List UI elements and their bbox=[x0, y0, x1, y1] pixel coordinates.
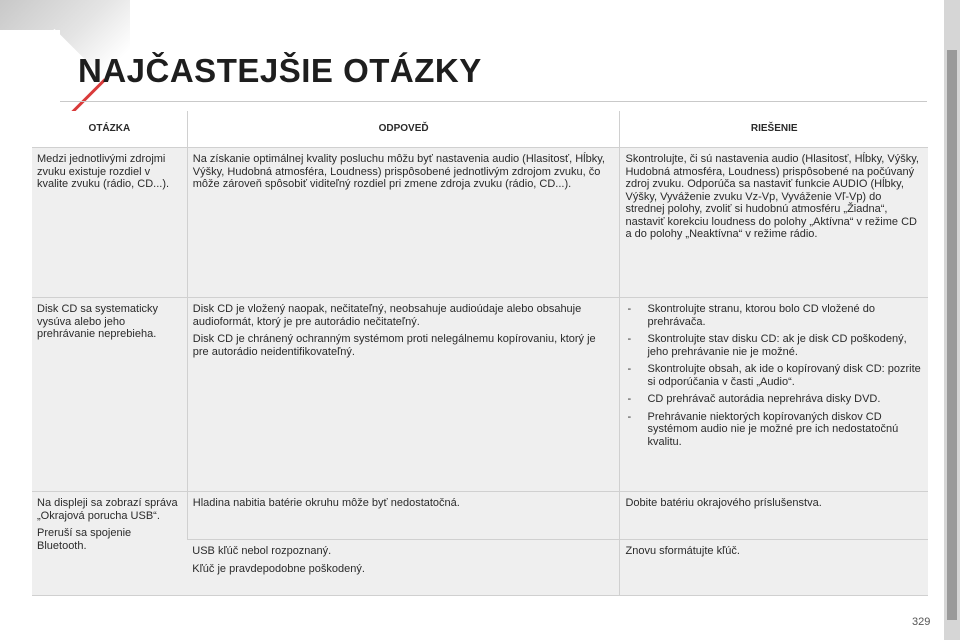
question-cell bbox=[32, 298, 187, 492]
cell-text: Disk CD je chránený ochranným systémom proti nelegálnemu kopírovaniu, ktorý je pre autorádio neidentifikovateľný. bbox=[192, 333, 596, 358]
table-row bbox=[32, 298, 928, 492]
cell-text: Dobite batériu okrajového príslušenstva. bbox=[625, 497, 822, 509]
solution-steps-list bbox=[625, 303, 922, 448]
solution-cell bbox=[620, 298, 928, 492]
answer-cell bbox=[187, 298, 620, 492]
cell-text: Hladina nabitia batérie okruhu môže byť nedostatočná. bbox=[192, 497, 460, 509]
cell-text: Disk CD sa systematicky vysúva alebo jeho prehrávanie neprebieha. bbox=[37, 303, 159, 340]
faq-table bbox=[32, 111, 928, 596]
table-header-row bbox=[32, 111, 928, 148]
page-title: NAJČASTEJŠIE OTÁZKY bbox=[78, 52, 482, 89]
page-number: 329 bbox=[912, 616, 931, 628]
cell-text: Preruší sa spojenie Bluetooth. bbox=[37, 527, 132, 552]
cell-text: Znovu sformátujte kľúč. bbox=[625, 545, 740, 557]
table-row bbox=[32, 492, 928, 540]
solution-cell bbox=[620, 540, 928, 596]
solution-cell bbox=[620, 492, 928, 540]
header-answer: ODPOVEĎ bbox=[187, 111, 620, 148]
answer-cell bbox=[187, 540, 620, 596]
list-item: - CD prehrávač autorádia neprehráva disky DVD. bbox=[625, 393, 922, 406]
solution-cell bbox=[620, 148, 928, 298]
header-solution: RIEŠENIE bbox=[620, 111, 928, 148]
cell-text: Na získanie optimálnej kvality posluchu môžu byť nastavenia audio (Hlasitosť, Hĺbky, Výšky, Hudobná atmosféra, Loudness) prispôsobené jednotlivým zdrojom zvuku, čo môže zároveň spôsobiť viditeľný rozdiel pri zmene zdroja zvuku (rádio, CD...). bbox=[192, 153, 605, 190]
header-question: OTÁZKA bbox=[32, 111, 187, 148]
table-row bbox=[32, 148, 928, 298]
cell-text: USB kľúč nebol rozpoznaný. bbox=[192, 545, 332, 557]
cell-text: Na displeji sa zobrazí správa „Okrajová porucha USB“. bbox=[37, 497, 178, 522]
answer-cell bbox=[187, 148, 620, 298]
cell-text: Skontrolujte, či sú nastavenia audio (Hlasitosť, Hĺbky, Výšky, Hudobná atmosféra, Loudness) prispôsobené na počúvaný zdroj zvuku. Odporúča sa nastaviť funkcie AUDIO (Hĺbky, Výšky, Vyváženie zvuku Vz-Vp, Vyváženie Vľ-Vp) do strednej polohy, zvoliť si hudobnú atmosféru „Žiadna“, nastaviť korekciu loudness do polohy „Aktívna“ v režime CD a do polohy „Neaktívna“ v režime rádio. bbox=[625, 153, 919, 240]
question-cell bbox=[32, 492, 187, 596]
list-item: - Skontrolujte obsah, ak ide o kopírovaný disk CD: pozrite si odporúčania v časti „Audio“. bbox=[625, 363, 922, 388]
cell-text: Kľúč je pravdepodobne poškodený. bbox=[192, 562, 365, 575]
list-item: - Skontrolujte stav disku CD: ak je disk CD poškodený, jeho prehrávanie nie je možné. bbox=[625, 333, 922, 358]
title-divider bbox=[60, 101, 927, 102]
table-body bbox=[32, 148, 928, 596]
answer-cell bbox=[187, 492, 620, 540]
question-cell bbox=[32, 148, 187, 298]
list-item: - Prehrávanie niektorých kopírovaných diskov CD systémom audio nie je možné pre ich nedostatočnú kvalitu. bbox=[625, 411, 922, 449]
cell-text: Medzi jednotlivými zdrojmi zvuku existuje rozdiel v kvalite zvuku (rádio, CD...). bbox=[37, 153, 170, 190]
list-item: - Skontrolujte stranu, ktorou bolo CD vložené do prehrávača. bbox=[625, 303, 922, 328]
side-scrollbar bbox=[944, 0, 960, 640]
cell-text: Disk CD je vložený naopak, nečitateľný, neobsahuje audioúdaje alebo obsahuje audioformát, ktorý je pre autorádio nečitateľný. bbox=[192, 303, 582, 328]
